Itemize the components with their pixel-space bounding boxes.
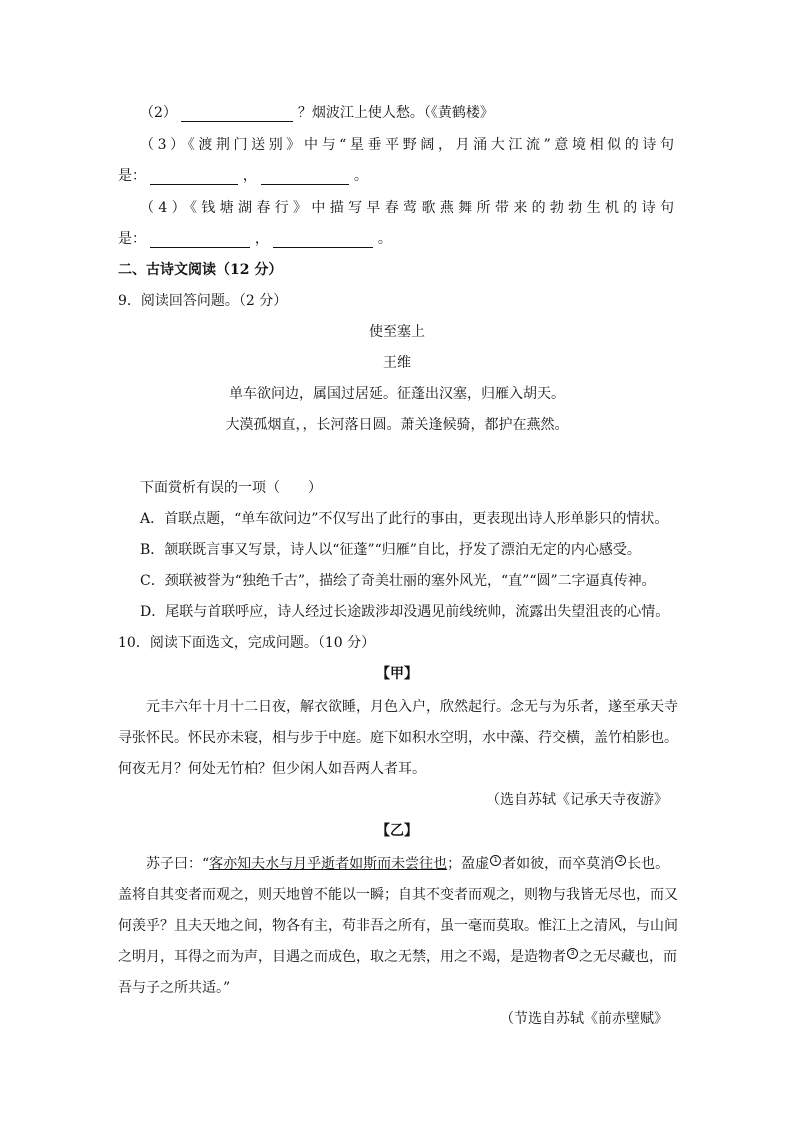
- q4-blank-1[interactable]: [150, 233, 250, 248]
- yi-line4-a: 之明月，耳得之而为声，目遇之而成色，取之无禁，用之不竭，是造物者: [118, 949, 566, 965]
- q4-line2: [118, 230, 392, 248]
- poem-title: 使至塞上: [369, 324, 425, 340]
- footnote-1: 1: [490, 855, 501, 866]
- poem-line-1: 单车欲问边，属国过居延。征蓬出汉塞，归雁入胡天。: [229, 386, 565, 402]
- q2-line: [140, 104, 494, 122]
- yi-source: （节选自苏轼《前赤壁赋》: [500, 1011, 668, 1027]
- jia-line-3: 何夜无月？何处无竹柏？但少闲人如吾两人者耳。: [118, 761, 426, 777]
- jia-source: （选自苏轼《记承天寺夜游》: [486, 792, 668, 808]
- q3-blank-2[interactable]: [261, 170, 349, 185]
- q3-end: 。: [353, 168, 368, 184]
- poem-line-2: 大漠孤烟直，，长河落日圆。萧关逢候骑，都护在燕然。: [225, 417, 569, 433]
- yi-line-1: [146, 855, 669, 873]
- q3-line2: [118, 167, 368, 185]
- option-d[interactable]: D．尾联与首联呼应，诗人经过长途跋涉却没遇见前线统帅，流露出失望沮丧的心情。: [140, 604, 670, 620]
- yi-line4-b: 之无尽藏也，而: [579, 949, 677, 965]
- q4-comma: ，: [254, 231, 269, 247]
- yi-line-5: 吾与子之所共适。”: [118, 980, 231, 996]
- yi-line-3: 何羡乎？且夫天地之间，物各有主，苟非吾之所有，虽一毫而莫取。惟江上之清风，与山间: [118, 918, 678, 934]
- q3-blank-1[interactable]: [150, 170, 238, 185]
- q9-stem: 9．阅读回答问题。（2 分）: [118, 293, 288, 309]
- q2-suffix: ？烟波江上使人愁。（《黄鹤楼》: [297, 105, 494, 121]
- q4-blank-2[interactable]: [273, 233, 373, 248]
- yi-line1-b: ；盈虚: [447, 856, 490, 872]
- option-a[interactable]: A．首联点题，“单车欲问边”不仅写出了此行的事由，更表现出诗人形单影只的情状。: [140, 511, 669, 527]
- yi-line1-d: 长也。: [627, 856, 670, 872]
- yi-line1-c: 者如彼，而卒莫消: [502, 856, 615, 872]
- q10-stem: 10．阅读下面选文，完成问题。（10 分）: [118, 635, 376, 651]
- q9-question: 下面赏析有误的一项（ ）: [140, 480, 322, 496]
- yi-line1-a: 苏子曰：“: [146, 856, 210, 872]
- poem-author: 王维: [383, 355, 411, 371]
- passage-yi-title: 【乙】: [376, 823, 418, 839]
- footnote-2: 2: [615, 855, 626, 866]
- jia-line-1: 元丰六年十月十二日夜，解衣欲睡，月色入户，欣然起行。念无与为乐者，遂至承天寺: [146, 699, 678, 715]
- yi-line-2: 盖将自其变者而观之，则天地曾不能以一瞬；自其不变者而观之，则物与我皆无尽也，而又: [118, 887, 678, 903]
- q4-end: 。: [377, 231, 392, 247]
- q3-line1: （3）《渡荆门送别》中与“星垂平野阔，月涌大江流”意境相似的诗句: [140, 137, 674, 153]
- footnote-3: 3: [567, 948, 578, 959]
- yi-line-4: [118, 948, 677, 966]
- q4-line1: （4）《钱塘湖春行》中描写早春莺歌燕舞所带来的勃勃生机的诗句: [140, 200, 674, 216]
- option-b[interactable]: B．颔联既言事又写景，诗人以“征蓬”“归雁”自比，抒发了漂泊无定的内心感受。: [140, 542, 641, 558]
- q3-comma: ，: [242, 168, 257, 184]
- yi-underlined-sentence: 客亦知夫水与月乎逝者如斯而未尝往也: [209, 856, 448, 872]
- q3-prefix: 是：: [118, 168, 146, 184]
- section-heading: 二、古诗文阅读（12 分）: [118, 262, 283, 278]
- q2-prefix: （2）: [140, 105, 177, 121]
- q2-blank[interactable]: [181, 107, 293, 122]
- passage-jia-title: 【甲】: [376, 666, 418, 682]
- q4-prefix: 是：: [118, 231, 146, 247]
- jia-line-2: 寻张怀民。怀民亦未寝，相与步于中庭。庭下如积水空明，水中藻、荇交横，盖竹柏影也。: [118, 730, 678, 746]
- option-c[interactable]: C．颈联被誉为“独绝千古”，描绘了奇美壮丽的塞外风光，“直”“圆”二字逼真传神。: [140, 573, 656, 589]
